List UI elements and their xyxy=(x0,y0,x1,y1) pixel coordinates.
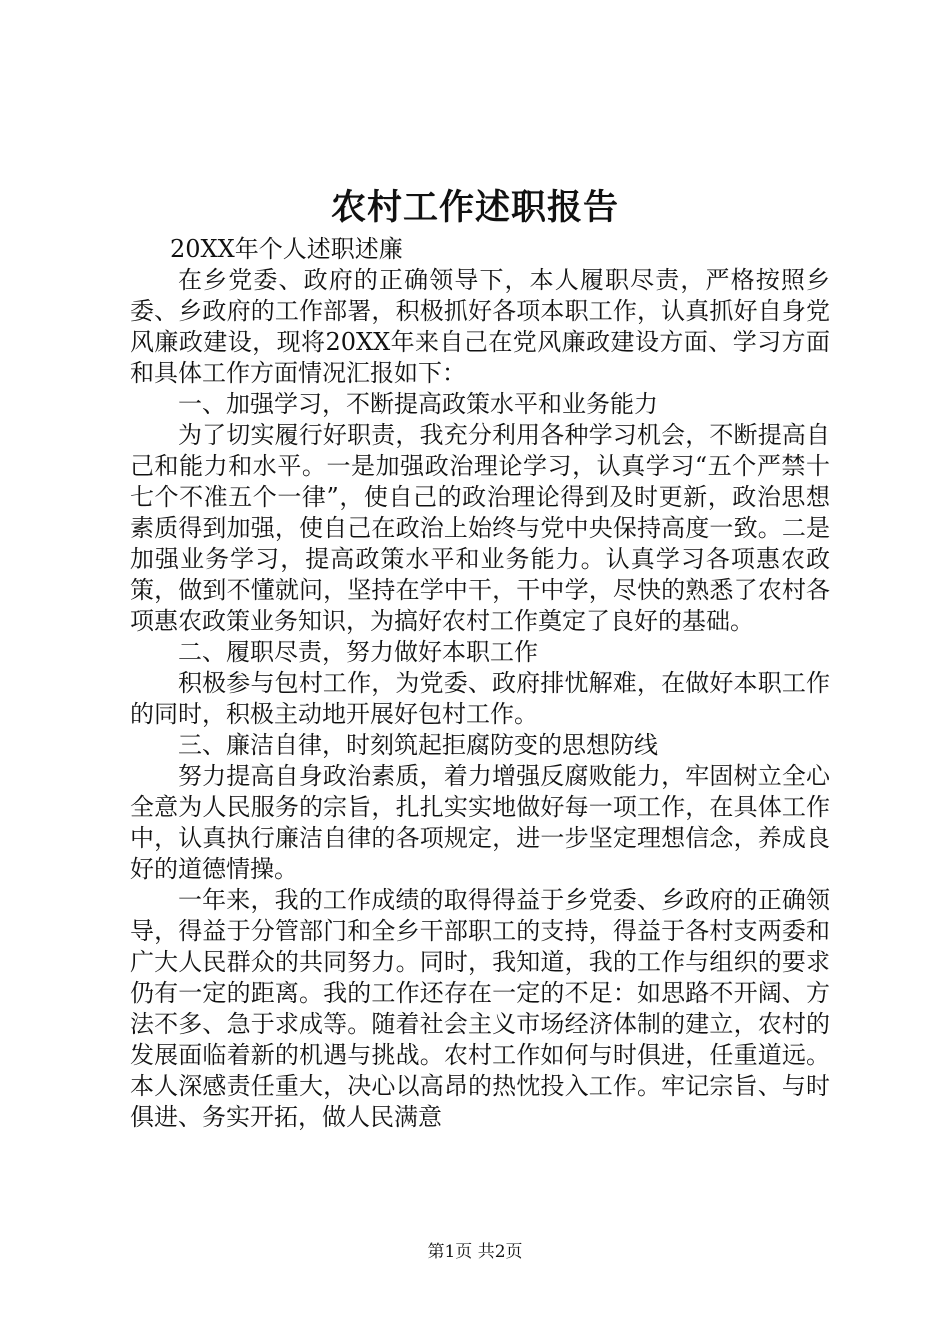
paragraph-summary: 一年来，我的工作成绩的取得得益于乡党委、乡政府的正确领导，得益于分管部门和全乡干部职工的支持，得益于各村支两委和广大人民群众的共同努力。同时，我知道，我的工作与组织的要求仍有一定的距离。我的工作还存在一定的不足：如思路不开阔、方法不多、急于求成等。随着社会主义市场经济体制的建立，农村的发展面临着新的机遇与挑战。农村工作如何与时俱进，任重道远。本人深感责任重大，决心以高昂的热忱投入工作。牢记宗旨、与时俱进、务实开拓，做人民满意 xyxy=(130,886,830,1131)
paragraph-duty: 积极参与包村工作，为党委、政府排忧解难，在做好本职工作的同时，积极主动地开展好包村工作。 xyxy=(130,669,830,728)
page-number-footer: 第1页 共2页 xyxy=(427,1242,523,1262)
paragraph-subtitle: 20XX年个人述职述廉 xyxy=(170,235,403,263)
paragraph-intro: 在乡党委、政府的正确领导下，本人履职尽责，严格按照乡委、乡政府的工作部署，积极抓好各项本职工作，认真抓好自身党风廉政建设，现将20XX年来自己在党风廉政建设方面、学习方面和具体工作方面情况汇报如下： xyxy=(130,266,830,387)
document-title: 农村工作述职报告 xyxy=(330,187,619,228)
paragraph-study: 为了切实履行好职责，我充分利用各种学习机会，不断提高自己和能力和水平。一是加强政治理论学习，认真学习“五个严禁十七个不准五个一律”，使自己的政治理论得到及时更新，政治思想素质得到加强，使自己在政治上始终与党中央保持高度一致。二是加强业务学习，提高政策水平和业务能力。认真学习各项惠农政策，做到不懂就问，坚持在学中干，干中学，尽快的熟悉了农村各项惠农政策业务知识，为搞好农村工作奠定了良好的基础。 xyxy=(130,421,830,635)
section-heading-1: 一、加强学习，不断提高政策水平和业务能力 xyxy=(178,390,658,418)
section-heading-3: 三、廉洁自律，时刻筑起拒腐防变的思想防线 xyxy=(178,731,658,759)
section-heading-2: 二、履职尽责，努力做好本职工作 xyxy=(178,638,538,666)
document-body xyxy=(130,234,830,1133)
paragraph-integrity: 努力提高自身政治素质，着力增强反腐败能力，牢固树立全心全意为人民服务的宗旨，扎扎实实地做好每一项工作，在具体工作中，认真执行廉洁自律的各项规定，进一步坚定理想信念，养成良好的道德情操。 xyxy=(130,762,830,883)
